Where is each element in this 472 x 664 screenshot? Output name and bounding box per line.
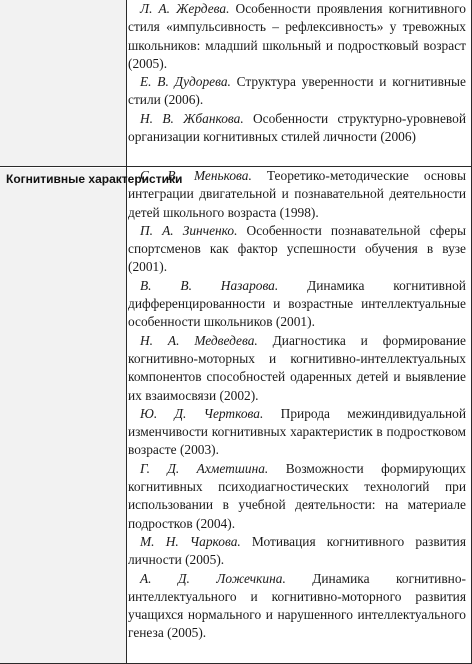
bibliography-entry xyxy=(128,222,466,277)
entry-text: Структура уверенности и когнитивные стили (2006). xyxy=(128,74,466,108)
bibliography-entry xyxy=(128,332,466,405)
entry-author: В. В. Назарова. xyxy=(140,277,279,293)
entry-text: Диагностика и формирование когнитивно-моторных и когнитивно-интеллектуальных компонентов способностей одаренных детей и выявление их взаимосвязи (2002). xyxy=(128,332,466,403)
entry-author: Ю. Д. Черткова. xyxy=(140,405,264,421)
entry-text: Особенности познавательной сферы спортсменов как фактор успешности обучения в вузе (2001). xyxy=(128,222,466,275)
entry-text: Особенности проявления когнитивного стиля «импульсивность – рефлексивность» у тревожных школьников: младший школьный и подростковый возраст (2005). xyxy=(128,1,466,71)
category-cell xyxy=(0,168,126,664)
entry-author: Г. Д. Ахметшина. xyxy=(140,460,269,476)
bibliography-entry xyxy=(128,73,466,110)
entry-text: Особенности структурно-уровневой организации когнитивных стилей личности (2006) xyxy=(128,110,467,145)
entries-cell xyxy=(128,167,466,643)
bibliography-entry xyxy=(128,277,466,332)
bibliography-entry xyxy=(128,0,466,73)
entry-text: Мотивация когнитивного развития личности (2005). xyxy=(128,533,466,568)
entry-text: Природа межиндивидуальной изменчивости когнитивных характеристик в подростковом возрасте (2003). xyxy=(128,405,466,458)
entry-text: Теоретико-методические основы интеграции двигательной и познавательной деятельности детей школьного возраста (1998). xyxy=(128,168,467,220)
entry-text: Динамика когнитивной дифференцированности и возрастные интеллектуальные особенности школьников (2001). xyxy=(128,277,466,330)
bibliography-entry xyxy=(128,460,466,533)
entry-author: Л. А. Жердева. xyxy=(140,1,230,16)
bibliography-entry xyxy=(128,167,466,222)
entry-author: Н. А. Медведева. xyxy=(140,332,258,348)
entry-author: П. А. Зинченко. xyxy=(140,222,238,238)
bibliography-entry xyxy=(128,405,466,460)
bibliography-entry xyxy=(128,570,466,643)
bibliography-entry xyxy=(128,110,466,147)
entry-author: С. В. Менькова. xyxy=(140,168,252,183)
entry-author: Н. В. Жбанкова. xyxy=(140,110,244,126)
entry-author: Е. В. Дудорева. xyxy=(140,74,231,90)
category-cell-empty xyxy=(0,0,126,167)
bibliography-entry xyxy=(128,533,466,570)
entry-author: М. Н. Чаркова. xyxy=(140,533,241,549)
category-label: Когнитивные характеристики xyxy=(6,172,183,186)
entry-text: Возможности формирующих когнитивных психодиагностических технологий при использовании в учебной деятельности: на материале подростков (2004). xyxy=(128,460,466,531)
entries-cell xyxy=(128,0,466,146)
entry-author: А. Д. Ложечкина. xyxy=(140,570,286,586)
entry-text: Динамика когнитивно-интеллектуального и когнитивно-моторного развития учащихся нормального и нарушенного интеллектуального генеза (2005). xyxy=(128,570,466,641)
column-divider xyxy=(126,0,127,664)
